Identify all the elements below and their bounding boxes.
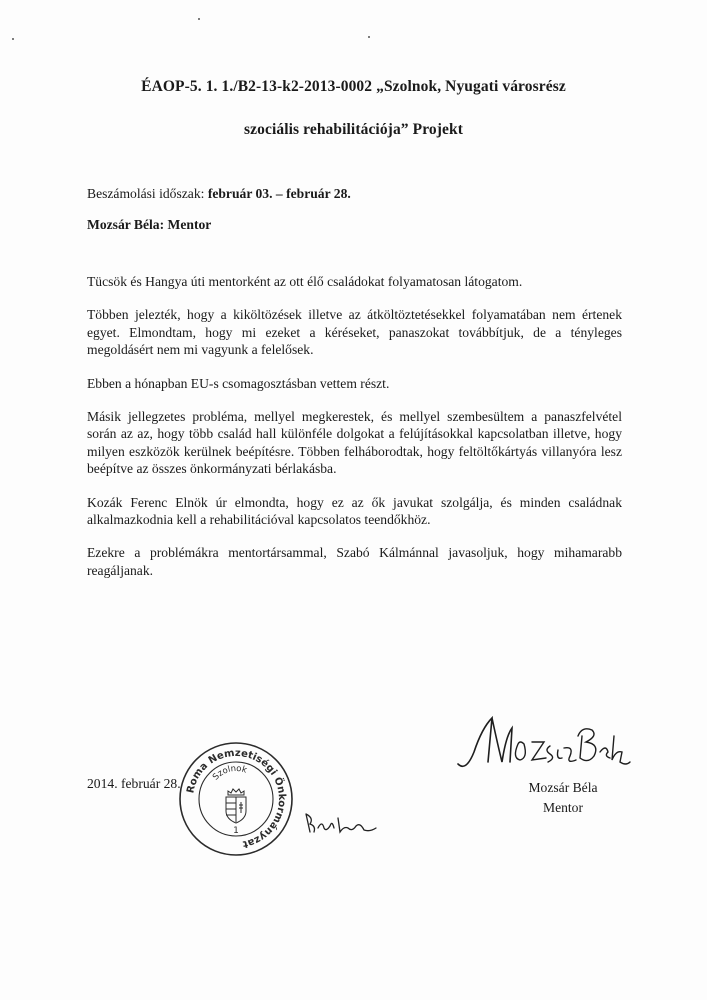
- scan-speck: [198, 18, 200, 20]
- reporting-period-value: február 03. – február 28.: [207, 186, 351, 201]
- stamp-number: 1: [233, 826, 239, 836]
- stamp-outer-text: Roma Nemzetiségi Önkormányzat: [185, 747, 288, 850]
- mentor-signature: [452, 706, 632, 786]
- scan-speck: [12, 38, 14, 40]
- signer-block: [515, 778, 611, 818]
- paragraph: Kozák Ferenc Elnök úr elmondta, hogy ez az ők javukat szolgálja, és minden családnak alkalmazkodnia kell a rehabilitációval kapcsolatos teendőkhöz.: [87, 494, 622, 528]
- coat-of-arms-icon: [226, 789, 246, 823]
- scan-speck: [368, 36, 370, 38]
- document-title-line1: ÉAOP-5. 1. 1./B2-13-k2-2013-0002 „Szolnok, Nyugati városrész: [141, 78, 566, 95]
- signer-role: Mentor: [542, 800, 584, 815]
- reporting-period: [87, 186, 351, 202]
- paragraph: Többen jelezték, hogy a kiköltözések illetve az átköltöztetésekkel folyamatában nem értenek egyet. Elmondtam, hogy mi ezeket a kéréseket, panaszokat továbbítjuk, de a tényleges megoldásért nem mi vagyunk a felelősek.: [87, 307, 622, 358]
- paragraph: Ezekre a problémákra mentortársammal, Szabó Kálmánnal javasoljuk, hogy mihamarabb reagáljanak.: [87, 545, 622, 578]
- document-title-line2: szociális rehabilitációja” Projekt: [244, 121, 463, 138]
- paragraph: Ebben a hónapban EU-s csomagosztásban vettem részt.: [87, 375, 390, 391]
- paragraph: Tücsök és Hangya úti mentorként az ott élő családokat folyamatosan látogatom.: [87, 274, 523, 289]
- report-body: [87, 273, 622, 595]
- reporting-period-label: Beszámolási időszak:: [87, 186, 205, 201]
- stamp-inner-text: Szolnok: [210, 763, 249, 783]
- document-date: 2014. február 28.: [87, 776, 181, 791]
- official-stamp: [176, 739, 296, 859]
- secondary-signature: [300, 806, 380, 842]
- paragraph: Másik jellegzetes probléma, mellyel megkerestek, és mellyel szembesültem a panaszfelvétel során az az, hogy több család hall különféle dolgokat a felújításokkal kapcsolatban illetve, hogy milyen eszközök kerülnek beépítésre. Többen felháborodtak, hogy feltöltőkártyás villanyóra lesz beépítve az összes önkormányzati bérlakásba.: [87, 409, 622, 477]
- author-line: Mozsár Béla: Mentor: [87, 217, 212, 232]
- signer-name: Mozsár Béla: [528, 780, 598, 795]
